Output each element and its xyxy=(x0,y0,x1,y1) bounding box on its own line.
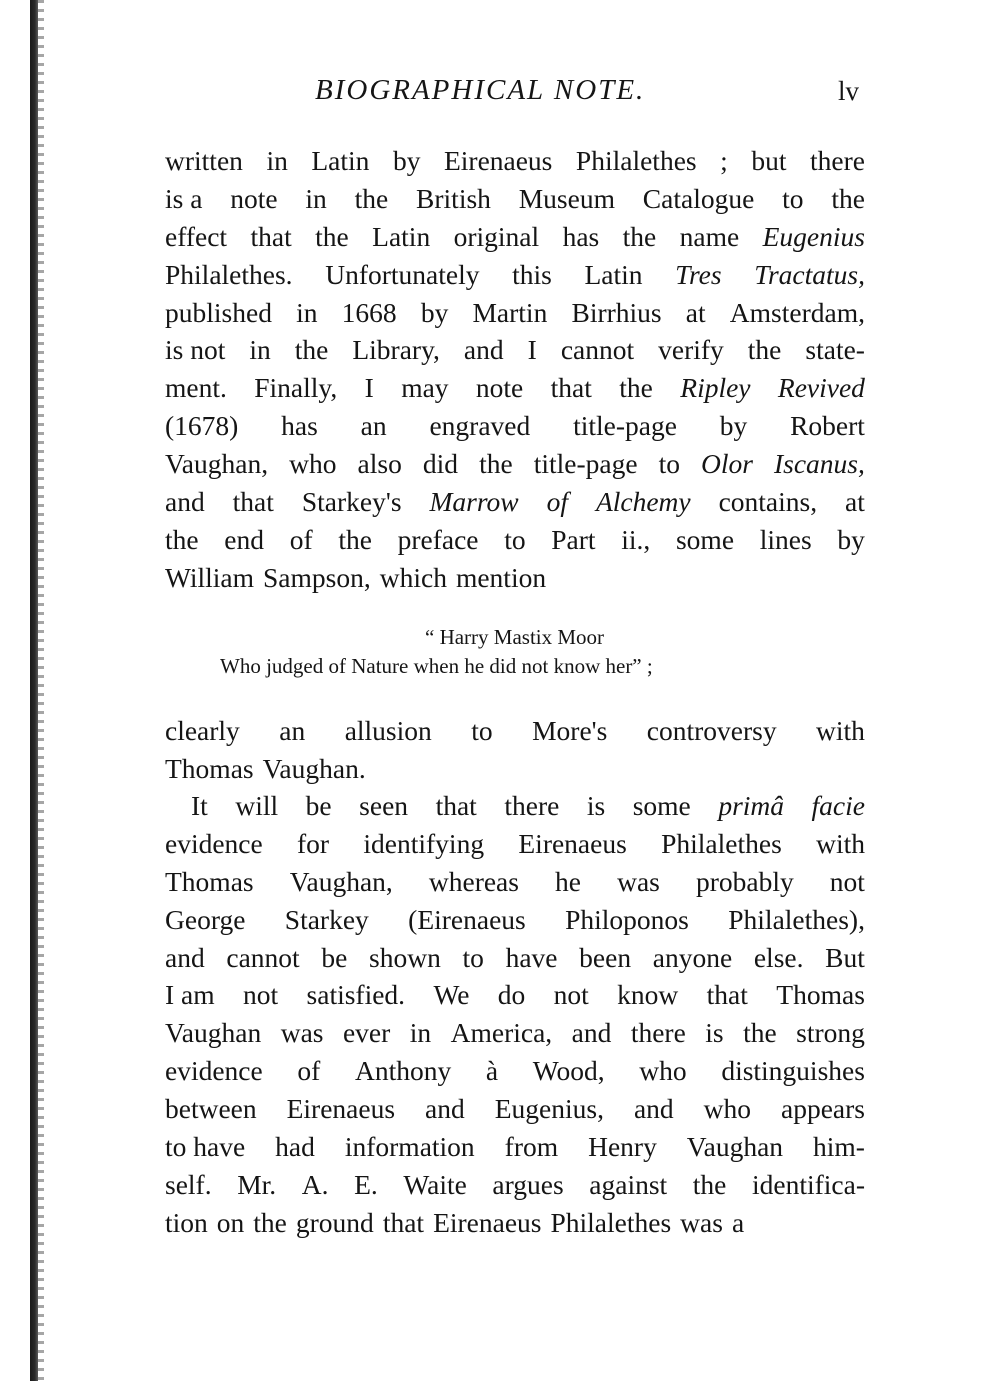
word: Marrow xyxy=(429,486,519,518)
word: I xyxy=(364,372,374,404)
word: mention xyxy=(455,561,547,593)
word: a xyxy=(731,1206,745,1238)
word: the xyxy=(315,220,349,252)
word: Latin xyxy=(584,258,643,290)
word: in xyxy=(266,145,288,176)
word: Sampson, xyxy=(263,561,371,593)
word: I xyxy=(527,334,537,366)
word: between xyxy=(165,1093,257,1125)
word: Philalethes xyxy=(661,827,782,859)
word: lines xyxy=(759,523,812,555)
word: George xyxy=(165,903,246,935)
word: him- xyxy=(813,1131,865,1163)
word: some xyxy=(632,790,691,821)
word: Museum xyxy=(518,182,615,214)
word: that xyxy=(382,1206,425,1238)
word: who xyxy=(289,448,337,480)
quotation-line-2: Who judged of Nature when he did not know her” ; xyxy=(220,654,653,678)
word: he xyxy=(555,865,582,897)
text-line xyxy=(165,1014,865,1052)
word: the xyxy=(619,372,653,404)
word: has xyxy=(281,410,318,442)
word: Tractatus, xyxy=(754,258,865,290)
text-line xyxy=(165,256,865,294)
word: for xyxy=(297,827,330,859)
word: that xyxy=(550,372,592,404)
word: is not xyxy=(165,334,226,366)
word: Vaughan, xyxy=(289,865,393,897)
word: was xyxy=(680,1206,723,1238)
word: ; xyxy=(720,145,728,176)
word: and xyxy=(463,334,504,366)
text-line xyxy=(165,901,865,939)
word: cannot xyxy=(226,941,300,973)
word: cannot xyxy=(560,334,635,366)
word: by xyxy=(837,523,865,555)
word: ever xyxy=(342,1017,391,1049)
word: identifica- xyxy=(752,1168,865,1200)
word: British xyxy=(416,182,491,214)
word: in xyxy=(296,296,318,328)
word: original xyxy=(453,220,540,252)
word: to xyxy=(504,523,526,555)
word: the xyxy=(622,220,657,252)
word: of xyxy=(297,1055,321,1087)
word: the xyxy=(338,523,372,555)
word: Eirenaeus xyxy=(286,1093,396,1125)
word: know xyxy=(617,979,679,1011)
word: E. xyxy=(354,1168,378,1200)
word: will xyxy=(235,790,279,821)
word: note xyxy=(230,182,278,214)
word: Vaughan xyxy=(686,1131,784,1163)
text-line xyxy=(165,787,865,825)
word: Revived xyxy=(777,372,865,404)
word: there xyxy=(809,145,865,176)
running-head: BIOGRAPHICAL NOTE. xyxy=(315,74,646,106)
text-line xyxy=(165,521,865,559)
word: that xyxy=(232,486,274,518)
word: did xyxy=(422,448,459,480)
word: Eirenaeus xyxy=(443,145,553,176)
word: Robert xyxy=(790,410,865,442)
text-line xyxy=(165,218,865,256)
word: is xyxy=(705,1017,724,1049)
word: Unfortunately xyxy=(325,258,480,290)
word: Thomas xyxy=(165,752,254,784)
word: We xyxy=(433,979,470,1011)
word: Philoponos xyxy=(565,903,689,935)
word: was xyxy=(617,865,660,897)
word: Finally, xyxy=(254,372,338,404)
text-line xyxy=(165,294,865,332)
word: Iscanus, xyxy=(773,448,865,480)
word: been xyxy=(579,941,632,973)
word: appears xyxy=(781,1093,865,1125)
word: there xyxy=(504,790,560,821)
word: (1678) xyxy=(165,410,239,442)
paragraph-1 xyxy=(165,142,865,597)
word: Wood, xyxy=(532,1055,605,1087)
word: there xyxy=(630,1017,686,1049)
text-line xyxy=(165,1128,865,1166)
word: controversy xyxy=(646,715,777,746)
word: and xyxy=(165,941,205,973)
word: not xyxy=(829,865,865,897)
word: an xyxy=(279,715,306,746)
word: primâ xyxy=(718,790,785,821)
word: that xyxy=(250,220,292,252)
word: has xyxy=(562,220,600,252)
word: do xyxy=(497,979,526,1011)
word: and xyxy=(425,1093,465,1125)
word: Martin xyxy=(472,296,548,328)
text-line xyxy=(165,863,865,901)
word: which xyxy=(379,561,447,593)
word: in xyxy=(409,1017,432,1049)
word: facie xyxy=(811,790,865,821)
word: be xyxy=(305,790,332,821)
text-line xyxy=(165,750,865,788)
word: was xyxy=(280,1017,324,1049)
word: that xyxy=(706,979,748,1011)
text-line xyxy=(165,1166,865,1204)
word: William xyxy=(165,561,255,593)
word: the xyxy=(831,182,865,214)
text-line xyxy=(165,1204,865,1242)
page-header xyxy=(0,74,1000,114)
word: Eugenius, xyxy=(494,1093,604,1125)
word: identifying xyxy=(363,827,485,859)
text-line xyxy=(165,939,865,977)
word: verify xyxy=(658,334,724,366)
word: not xyxy=(243,979,279,1011)
word: Latin xyxy=(372,220,431,252)
word: the xyxy=(354,182,389,214)
word: contains, xyxy=(718,486,818,518)
word: self. xyxy=(165,1168,212,1200)
word: who xyxy=(703,1093,752,1125)
text-line xyxy=(165,331,865,369)
word: strong xyxy=(796,1017,865,1049)
text-line xyxy=(165,712,865,750)
word: Part xyxy=(551,523,596,555)
word: Waite xyxy=(403,1168,467,1200)
word: evidence xyxy=(165,1055,263,1087)
word: Latin xyxy=(311,145,370,176)
word: this xyxy=(512,258,552,290)
word: some xyxy=(675,523,735,555)
word: Henry xyxy=(588,1131,657,1163)
word: the xyxy=(294,334,329,366)
word: and xyxy=(165,486,205,518)
word: shown xyxy=(369,941,441,973)
word: state- xyxy=(805,334,865,366)
quotation-line-1: “ Harry Mastix Moor xyxy=(425,625,605,649)
word: argues xyxy=(492,1168,564,1200)
word: with xyxy=(816,715,865,746)
text-line xyxy=(165,825,865,863)
word: It xyxy=(191,790,208,821)
word: à xyxy=(485,1055,499,1087)
word: by xyxy=(719,410,748,442)
text-line xyxy=(165,1090,865,1128)
word: to xyxy=(462,941,484,973)
word: distinguishes xyxy=(721,1055,865,1087)
word: Olor xyxy=(701,448,753,480)
word: Philalethes. xyxy=(165,258,293,290)
word: Philalethes xyxy=(575,145,697,176)
word: against xyxy=(589,1168,668,1200)
word: allusion xyxy=(344,715,432,746)
word: Anthony xyxy=(354,1055,452,1087)
word: be xyxy=(321,941,348,973)
word: Ripley xyxy=(680,372,751,404)
word: But xyxy=(825,941,865,973)
word: and xyxy=(571,1017,612,1049)
word: Thomas xyxy=(165,865,254,897)
word: end xyxy=(224,523,265,555)
text-line xyxy=(165,976,865,1014)
word: to xyxy=(471,715,493,746)
word: effect xyxy=(165,220,228,252)
text-line xyxy=(165,407,865,445)
word: of xyxy=(289,523,313,555)
text-line xyxy=(165,483,865,521)
word: not xyxy=(553,979,589,1011)
word: title-page xyxy=(533,448,638,480)
word: also xyxy=(357,448,402,480)
word: probably xyxy=(695,865,794,897)
word: who xyxy=(639,1055,687,1087)
word: Eugenius xyxy=(762,220,865,252)
word: title-page xyxy=(573,410,677,442)
word: Tres xyxy=(675,258,722,290)
word: Amsterdam, xyxy=(729,296,865,328)
word: in xyxy=(305,182,327,214)
word: had xyxy=(275,1131,315,1163)
word: I am xyxy=(165,979,215,1011)
word: Birrhius xyxy=(571,296,662,328)
word: in xyxy=(249,334,271,366)
word: may xyxy=(401,372,449,404)
word: from xyxy=(504,1131,559,1163)
word: engraved xyxy=(429,410,531,442)
word: preface xyxy=(397,523,479,555)
word: the xyxy=(253,1206,287,1238)
word: anyone xyxy=(652,941,733,973)
word: Vaughan. xyxy=(262,752,366,784)
word: published xyxy=(165,296,272,328)
text-line xyxy=(165,445,865,483)
word: to have xyxy=(165,1131,246,1163)
word: whereas xyxy=(428,865,519,897)
word: that xyxy=(435,790,477,821)
word: Starkey xyxy=(284,903,369,935)
word: but xyxy=(751,145,787,176)
text-line xyxy=(165,142,865,180)
word: evidence xyxy=(165,827,263,859)
word: by xyxy=(420,296,449,328)
text-line xyxy=(165,180,865,218)
word: More's xyxy=(532,715,608,746)
word: on xyxy=(216,1206,245,1238)
word: the xyxy=(165,523,199,555)
word: at xyxy=(685,296,706,328)
word: the xyxy=(747,334,782,366)
word: the xyxy=(479,448,513,480)
word: the xyxy=(692,1168,727,1200)
word: is xyxy=(586,790,606,821)
word: Library, xyxy=(352,334,440,366)
word: Vaughan, xyxy=(165,448,269,480)
word: (Eirenaeus xyxy=(408,903,526,935)
word: to xyxy=(782,182,804,214)
word: at xyxy=(845,486,865,518)
word: Mr. xyxy=(237,1168,277,1200)
word: America, xyxy=(450,1017,553,1049)
text-line xyxy=(165,1052,865,1090)
text-line xyxy=(165,559,865,597)
word: ii., xyxy=(621,523,651,555)
word: to xyxy=(658,448,680,480)
word: by xyxy=(392,145,421,176)
word: clearly xyxy=(165,715,240,746)
text-line xyxy=(165,369,865,407)
paragraph-3 xyxy=(165,787,865,1242)
word: have xyxy=(505,941,558,973)
word: Vaughan xyxy=(165,1017,262,1049)
word: ment. xyxy=(165,372,227,404)
word: with xyxy=(816,827,865,859)
word: written xyxy=(165,145,243,176)
word: Eirenaeus xyxy=(518,827,627,859)
word: else. xyxy=(753,941,804,973)
book-spine-fray xyxy=(38,0,44,1381)
word: tion xyxy=(165,1206,208,1238)
word: seen xyxy=(359,790,409,821)
word: A. xyxy=(301,1168,329,1200)
word: Philalethes), xyxy=(728,903,865,935)
word: satisfied. xyxy=(306,979,406,1011)
word: is a xyxy=(165,182,203,214)
word: 1668 xyxy=(341,296,397,328)
word: Philalethes xyxy=(550,1206,672,1238)
word: ground xyxy=(295,1206,374,1238)
word: Thomas xyxy=(776,979,865,1011)
paragraph-2 xyxy=(165,712,865,788)
word: the xyxy=(743,1017,777,1049)
word: Alchemy xyxy=(595,486,691,518)
word: Catalogue xyxy=(642,182,755,214)
word: information xyxy=(344,1131,475,1163)
word: and xyxy=(633,1093,674,1125)
word: Eirenaeus xyxy=(433,1206,542,1238)
word: name xyxy=(679,220,740,252)
page-number: lv xyxy=(838,76,860,106)
word: note xyxy=(475,372,524,404)
book-spine-edge xyxy=(30,0,38,1381)
word: Starkey's xyxy=(301,486,402,518)
word: an xyxy=(360,410,387,442)
word: of xyxy=(546,486,568,518)
